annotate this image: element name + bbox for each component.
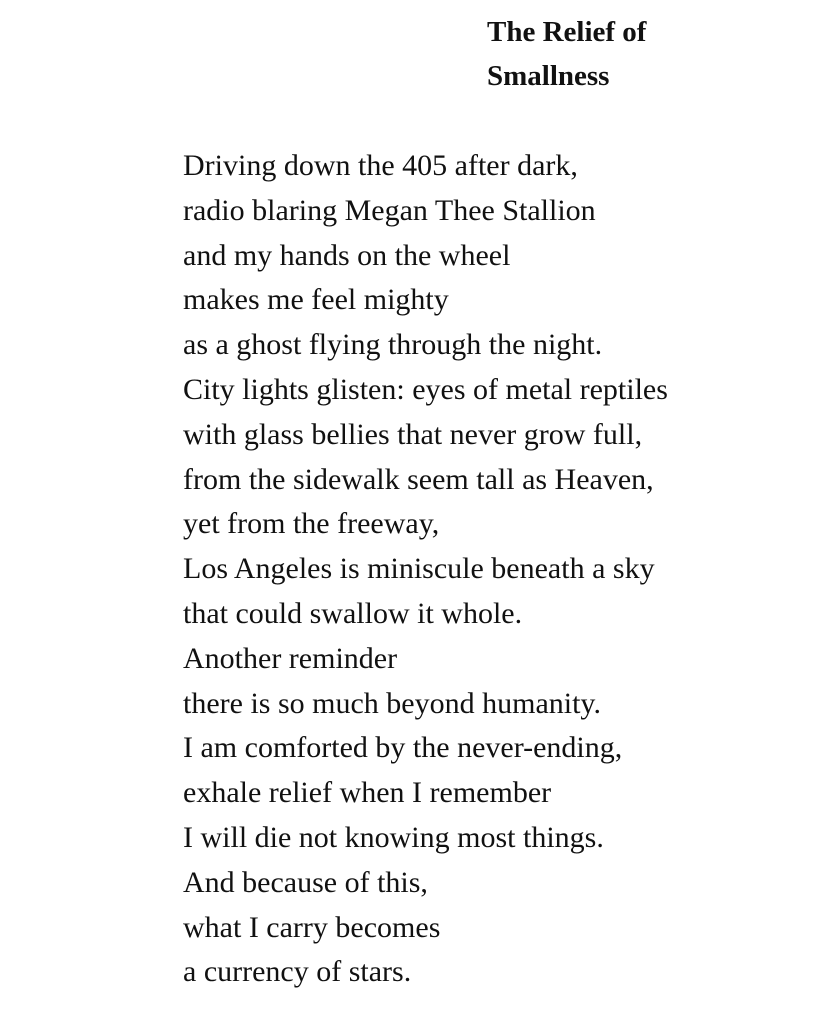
poem-line: and my hands on the wheel	[183, 238, 511, 272]
poem-line: as a ghost flying through the night.	[183, 328, 603, 362]
poem-line: radio blaring Megan Thee Stallion	[183, 193, 596, 227]
poem-line: what I carry becomes	[183, 910, 441, 944]
poem-line: And because of this,	[183, 865, 428, 899]
poem-line: from the sidewalk seem tall as Heaven,	[183, 462, 654, 496]
poem-line: Driving down the 405 after dark,	[183, 149, 578, 182]
poem-line: yet from the freeway,	[183, 507, 440, 541]
poem-body	[183, 144, 823, 995]
poem-line: that could swallow it whole.	[183, 596, 523, 630]
poem-line: a currency of stars.	[183, 955, 412, 989]
poem-line: Another reminder	[183, 641, 398, 675]
poem-line: there is so much beyond humanity.	[183, 686, 601, 720]
poem-line: I will die not knowing most things.	[183, 820, 604, 854]
poem-title-line: The Relief of	[487, 16, 647, 48]
poem-line: makes me feel mighty	[183, 283, 449, 317]
poem-title	[487, 10, 787, 98]
poem-line: exhale relief when I remember	[183, 776, 552, 810]
poem-line: with glass bellies that never grow full,	[183, 417, 643, 451]
poem-line: I am comforted by the never-ending,	[183, 731, 623, 765]
poem-title-line: Smallness	[487, 60, 610, 92]
poem-line: Los Angeles is miniscule beneath a sky	[183, 552, 655, 586]
poem-line: City lights glisten: eyes of metal reptiles	[183, 372, 668, 406]
